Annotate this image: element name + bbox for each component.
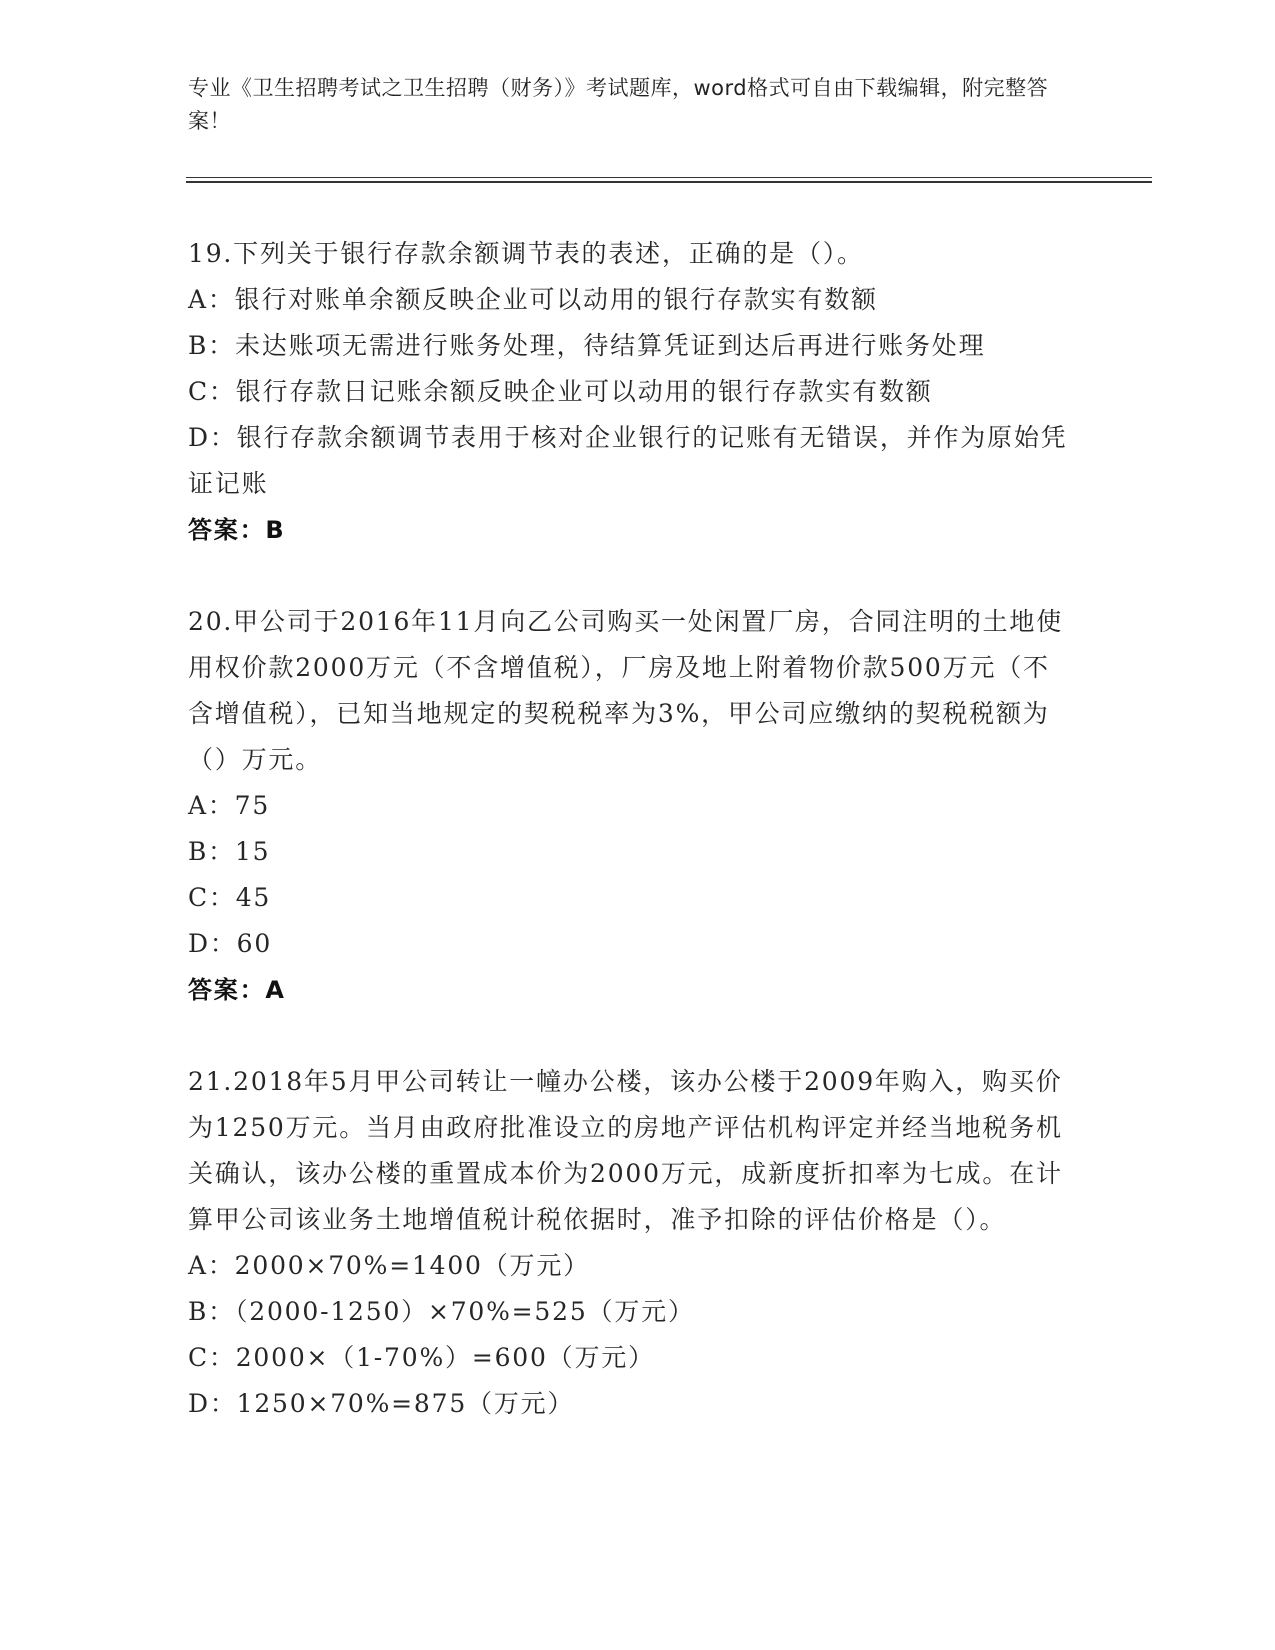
option-b: B：未达账项无需进行账务处理，待结算凭证到达后再进行账务处理 (188, 331, 986, 360)
option-a: A：75 (188, 791, 271, 820)
option-b: B：（2000-1250）×70%=525（万元） (188, 1297, 695, 1326)
option-d: D：60 (188, 929, 273, 958)
option-b: B：15 (188, 837, 271, 866)
question-20 (188, 599, 1073, 1013)
option-a: A：银行对账单余额反映企业可以动用的银行存款实有数额 (188, 285, 878, 314)
question-stem: 21.2018年5月甲公司转让一幢办公楼，该办公楼于2009年购入，购买价为1250万元。当月由政府批准设立的房地产评估机构评定并经当地税务机关确认，该办公楼的重置成本价为2000万元，成新度折扣率为七成。在计算甲公司该业务土地增值税计税依据时，准予扣除的评估价格是（）。 (188, 1067, 1063, 1234)
question-gap (188, 553, 1073, 599)
question-19 (188, 231, 1073, 553)
option-c: C：2000×（1-70%）=600（万元） (188, 1343, 655, 1372)
option-c: C：银行存款日记账余额反映企业可以动用的银行存款实有数额 (188, 377, 933, 406)
question-list (188, 231, 1073, 1427)
option-d: D：1250×70%=875（万元） (188, 1389, 575, 1418)
question-stem: 20.甲公司于2016年11月向乙公司购买一处闲置厂房，合同注明的土地使用权价款2000万元（不含增值税），厂房及地上附着物价款500万元（不含增值税），已知当地规定的契税税率为3%，甲公司应缴纳的契税税额为（）万元。 (188, 607, 1063, 774)
question-stem: 19.下列关于银行存款余额调节表的表述，正确的是（）。 (188, 239, 864, 268)
header-divider-thick (186, 181, 1152, 183)
option-a: A：2000×70%=1400（万元） (188, 1251, 590, 1280)
answer-line: 答案：A (188, 976, 286, 1004)
question-gap (188, 1013, 1073, 1059)
option-d: D：银行存款余额调节表用于核对企业银行的记账有无错误，并作为原始凭证记账 (188, 423, 1068, 498)
answer-line: 答案：B (188, 516, 286, 544)
header-divider-thin (186, 177, 1152, 178)
option-c: C：45 (188, 883, 272, 912)
document-header: 专业《卫生招聘考试之卫生招聘（财务）》考试题库，word格式可自由下载编辑，附完整答案！ (188, 76, 1049, 133)
question-21 (188, 1059, 1073, 1427)
